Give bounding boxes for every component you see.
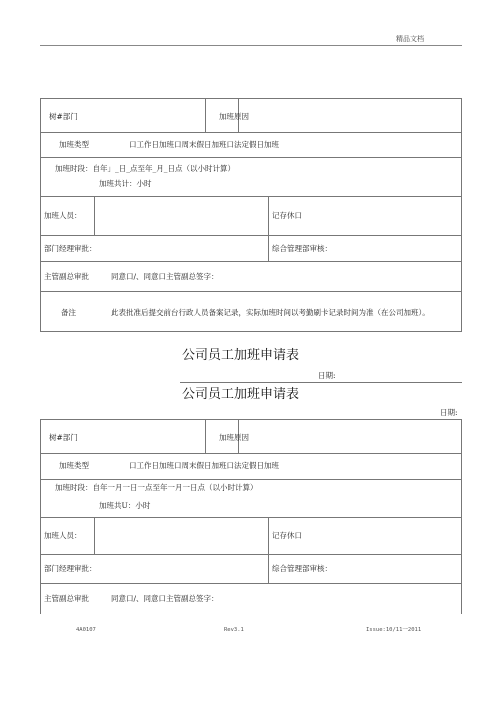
dept-label: 树#部门 bbox=[49, 433, 78, 442]
row-divider bbox=[41, 235, 461, 236]
manager-approval-label: 部门经理审批： bbox=[44, 244, 97, 253]
time-range-label: 加班时段：自年一月一日一点至年一月一日点（以小时计算） bbox=[55, 483, 258, 492]
row-divider bbox=[41, 291, 461, 292]
col-divider bbox=[205, 420, 206, 453]
footer-code: 4A0107 bbox=[76, 627, 96, 633]
type-options[interactable]: 口工作日加班口周末假日加班口法定假日加班 bbox=[129, 461, 279, 470]
type-options[interactable]: 口工作日加班口周末假日加班口法定假日加班 bbox=[129, 140, 279, 149]
type-label: 加班类型 bbox=[59, 461, 89, 470]
col-divider bbox=[268, 196, 269, 261]
dept-label: 树#部门 bbox=[49, 112, 78, 121]
supervisor-options[interactable]: 同意口/、同意口主管副总签字： bbox=[111, 272, 219, 281]
row-divider bbox=[41, 554, 461, 555]
time-range-label: 加班时段：自年」_日_点至年_月_日点（以小时计算） bbox=[55, 164, 235, 173]
col-divider bbox=[94, 517, 95, 554]
rest-option[interactable]: 记存休口 bbox=[272, 211, 302, 220]
overtime-form-1 bbox=[40, 98, 462, 332]
reason-label: 加班原因 bbox=[219, 112, 249, 121]
date-label-2: 日期: bbox=[440, 408, 458, 417]
col-divider bbox=[205, 99, 206, 132]
admin-review-label: 综合管理部审核： bbox=[272, 564, 332, 573]
title-underline bbox=[180, 382, 462, 383]
row-divider bbox=[41, 132, 461, 133]
manager-approval-label: 部门经理审批： bbox=[44, 564, 97, 573]
row-divider bbox=[41, 583, 461, 584]
row-divider bbox=[41, 517, 461, 518]
rest-option[interactable]: 记存休口 bbox=[272, 531, 302, 540]
row-divider bbox=[41, 453, 461, 454]
row-divider bbox=[41, 196, 461, 197]
form-title-1: 公司员工加班申请表 bbox=[182, 348, 300, 363]
remark-label: 备注 bbox=[61, 308, 76, 317]
supervisor-options[interactable]: 同意口/、同意口主管副总签字： bbox=[111, 594, 219, 603]
col-divider bbox=[94, 196, 95, 235]
reason-label: 加班原因 bbox=[219, 433, 249, 442]
footer-issue-date: Issue:10/11一2011 bbox=[366, 627, 422, 633]
total-hours-label: 加班共U：小时 bbox=[99, 501, 151, 510]
header-label: 精品文档 bbox=[396, 35, 424, 43]
total-hours-label: 加班共计：小时 bbox=[99, 179, 152, 188]
person-label: 加班人员： bbox=[44, 211, 82, 220]
type-label: 加班类型 bbox=[59, 140, 89, 149]
supervisor-label: 主管副总审批 bbox=[44, 594, 89, 603]
date-label-1: 日期: bbox=[318, 371, 336, 380]
col-divider bbox=[268, 517, 269, 583]
supervisor-label: 主管副总审批 bbox=[44, 272, 89, 281]
person-label: 加班人员： bbox=[44, 531, 82, 540]
overtime-form-2 bbox=[40, 419, 462, 614]
form-title-2: 公司员工加班申请表 bbox=[182, 387, 300, 402]
header-divider bbox=[40, 45, 462, 46]
footer-revision: Rev3.1 bbox=[224, 627, 244, 633]
row-divider bbox=[41, 479, 461, 480]
row-divider bbox=[41, 261, 461, 262]
admin-review-label: 综合管理部审核： bbox=[272, 244, 332, 253]
remark-text: 此表批准后提交前台行政人员备案记录，实际加班时间以考勤刷卡记录时间为准（在公司加班）。 bbox=[111, 308, 430, 317]
row-divider bbox=[41, 157, 461, 158]
